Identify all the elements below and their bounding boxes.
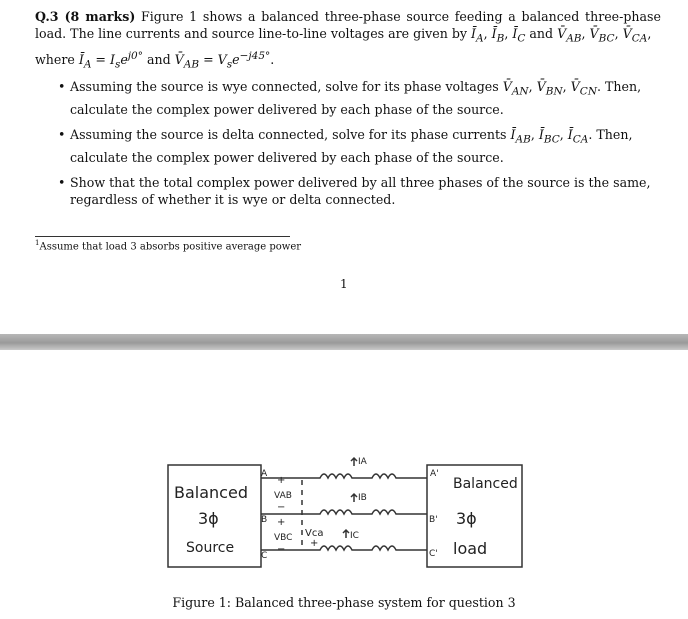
- circuit-figure: [160, 440, 530, 575]
- load-label-line3: load: [453, 539, 488, 558]
- figure-caption: Figure 1: Balanced three-phase system for question 3: [172, 595, 516, 610]
- line-a: [261, 474, 427, 478]
- node-c-prime-label: C': [429, 549, 438, 559]
- node-b-prime-label: B': [429, 515, 438, 525]
- node-b-label: B: [261, 515, 268, 525]
- vbc-label: VBC: [274, 533, 293, 543]
- question-label: Q.3 (8 marks): [35, 9, 136, 24]
- bullet-text: Show that the total complex power delivered by all three phases of the source is the same, regardless of whether it is wye or delta connected.: [70, 175, 651, 207]
- source-label-line1: Balanced: [174, 483, 248, 502]
- source-label-line2: 3ϕ: [198, 509, 219, 528]
- question-intro-2: load. The line currents and source line-to-line voltages are given by $Ī_A$, $Ī_B$, $Ī_C$ and $V̄_{AB}$, $V̄_{BC}$, $V̄_{CA}$,: [35, 26, 652, 45]
- vab-minus: −: [277, 502, 286, 513]
- vab-plus: +: [277, 475, 286, 486]
- bullet-text: Assuming the source is delta connected, solve for its phase currents $Ī_{AB}$, $Ī_{BC}$, $Ī_{CA}$. Then, calculate the complex power delivered by each phase of the source.: [70, 127, 633, 165]
- current-ib-label: IB: [358, 493, 367, 503]
- vca-plus: +: [310, 538, 319, 549]
- ib-arrow: [351, 494, 357, 502]
- source-label-line3: Source: [186, 540, 235, 556]
- page-number: 1: [340, 277, 348, 291]
- vab-label: VAB: [274, 491, 292, 501]
- current-ia-label: IA: [358, 457, 367, 467]
- node-a-prime-label: A': [430, 469, 439, 479]
- ia-arrow: [351, 458, 357, 466]
- vbc-minus: −: [277, 544, 286, 555]
- node-a-label: A: [261, 469, 268, 479]
- vca-label: Vca: [305, 528, 324, 539]
- bullet-dot: •: [58, 175, 66, 190]
- current-ic-label: IC: [350, 531, 359, 541]
- load-label-line1: Balanced: [453, 476, 518, 492]
- node-c-label: C: [261, 551, 268, 561]
- line-b: [261, 510, 427, 514]
- question-intro-3: where $Ī_A = I_se^{j0^\circ}$ and $V̄_{AB} = V_se^{-j45^\circ}$.: [35, 49, 275, 71]
- footnote: $^1$Assume that load 3 absorbs positive average power: [35, 239, 302, 253]
- question-text: [35, 8, 661, 73]
- bullet-dot: •: [58, 79, 66, 94]
- page-separator: [0, 334, 688, 350]
- load-label-line2: 3ϕ: [456, 509, 477, 528]
- vbc-plus: +: [277, 517, 286, 528]
- question-intro-1: Figure 1 shows a balanced three-phase source feeding a balanced three-phase: [141, 9, 661, 24]
- ic-arrow: [343, 530, 349, 538]
- footnote-rule: [35, 236, 290, 237]
- line-c: [261, 546, 427, 550]
- bullet-dot: •: [58, 127, 66, 142]
- bullet-text: Assuming the source is wye connected, solve for its phase voltages $V̄_{AN}$, $V̄_{BN}$, $V̄_{CN}$. Then, calculate the complex power delivered by each phase of the source.: [70, 79, 642, 117]
